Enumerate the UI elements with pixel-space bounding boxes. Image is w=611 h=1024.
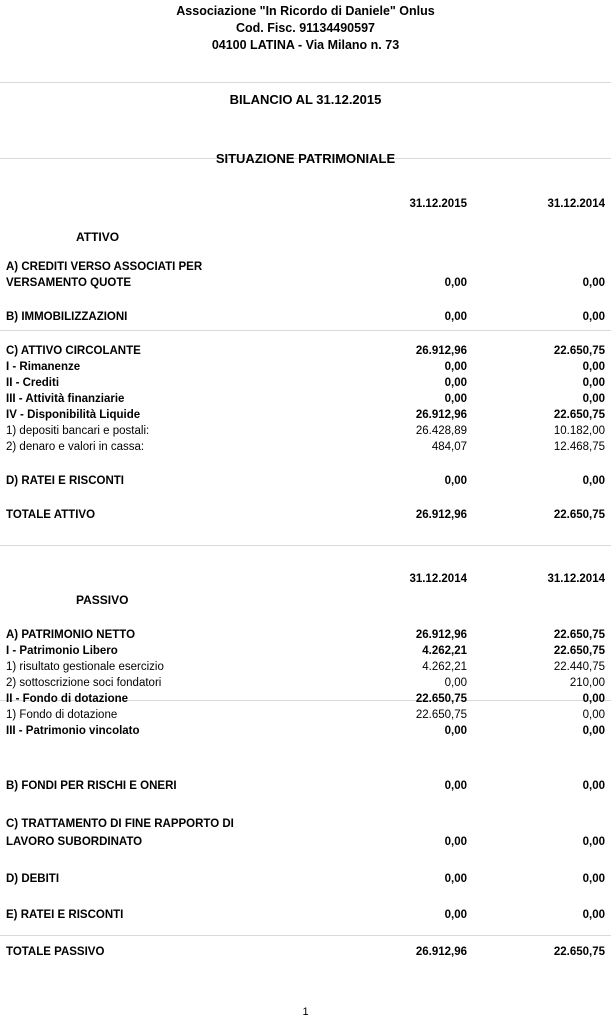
table-row xyxy=(0,677,611,693)
value-2014: 0,00 xyxy=(582,277,605,289)
value-2014: 10.182,00 xyxy=(553,425,605,437)
row-label: III - Attività finanziarie xyxy=(6,393,125,405)
value-2014: 22.650,75 xyxy=(553,509,605,521)
passivo-heading: PASSIVO xyxy=(76,593,129,607)
page-number: 1 xyxy=(302,1006,309,1018)
value-2015: 484,07 xyxy=(431,441,467,453)
row-label: A) CREDITI VERSO ASSOCIATI PER xyxy=(6,261,203,273)
ghost-line xyxy=(0,330,611,331)
value-col2: 22.650,75 xyxy=(553,946,605,958)
value-col2: 0,00 xyxy=(582,693,605,705)
table-row xyxy=(0,661,611,677)
table-row xyxy=(0,425,611,441)
value-col1: 0,00 xyxy=(444,677,467,689)
row-label: TOTALE ATTIVO xyxy=(6,509,96,521)
table-row xyxy=(0,946,611,962)
table-row xyxy=(0,361,611,377)
row-label: C) ATTIVO CIRCOLANTE xyxy=(6,345,141,357)
value-2014: 0,00 xyxy=(582,361,605,373)
table-row xyxy=(0,725,611,741)
row-label: 1) Fondo di dotazione xyxy=(6,709,118,721)
value-col2: 22.650,75 xyxy=(553,629,605,641)
row-label: B) IMMOBILIZZAZIONI xyxy=(6,311,128,323)
table-row xyxy=(0,409,611,425)
table-row xyxy=(0,345,611,361)
table-row xyxy=(0,629,611,645)
row-label: D) RATEI E RISCONTI xyxy=(6,475,124,487)
value-col2: 0,00 xyxy=(582,836,605,848)
value-col2: 0,00 xyxy=(582,709,605,721)
value-2014: 22.650,75 xyxy=(553,409,605,421)
value-col1: 0,00 xyxy=(444,873,467,885)
value-2015: 26.912,96 xyxy=(415,409,467,421)
value-2015: 0,00 xyxy=(444,277,467,289)
value-col2: 22.650,75 xyxy=(553,645,605,657)
value-col1: 0,00 xyxy=(444,836,467,848)
row-label: LAVORO SUBORDINATO xyxy=(6,836,143,848)
table-row xyxy=(0,709,611,725)
table-row xyxy=(0,836,611,852)
table-row xyxy=(0,261,611,277)
table-row xyxy=(0,818,611,834)
fiscal-code: Cod. Fisc. 91134490597 xyxy=(236,21,375,35)
row-label: II - Crediti xyxy=(6,377,60,389)
attivo-col1-header: 31.12.2015 xyxy=(409,198,467,210)
attivo-col2-header: 31.12.2014 xyxy=(547,198,605,210)
table-row xyxy=(0,780,611,796)
value-col2: 0,00 xyxy=(582,780,605,792)
value-2015: 0,00 xyxy=(444,393,467,405)
row-label: 2) sottoscrizione soci fondatori xyxy=(6,677,162,689)
table-row xyxy=(0,393,611,409)
table-row xyxy=(0,475,611,491)
value-2014: 0,00 xyxy=(582,311,605,323)
table-row xyxy=(0,873,611,889)
value-2014: 12.468,75 xyxy=(553,441,605,453)
table-row xyxy=(0,311,611,327)
value-col1: 4.262,21 xyxy=(422,661,467,673)
value-2015: 26.912,96 xyxy=(415,509,467,521)
row-label: A) PATRIMONIO NETTO xyxy=(6,629,136,641)
value-2015: 0,00 xyxy=(444,377,467,389)
org-name: Associazione "In Ricordo di Daniele" Onlus xyxy=(176,4,435,18)
row-label: IV - Disponibilità Liquide xyxy=(6,409,141,421)
table-row xyxy=(0,693,611,709)
value-2014: 0,00 xyxy=(582,475,605,487)
ghost-line xyxy=(0,545,611,546)
table-row xyxy=(0,909,611,925)
table-row xyxy=(0,277,611,293)
table-row xyxy=(0,441,611,457)
value-2015: 0,00 xyxy=(444,311,467,323)
value-2015: 26.912,96 xyxy=(415,345,467,357)
row-label: 2) denaro e valori in cassa: xyxy=(6,441,145,453)
value-2015: 0,00 xyxy=(444,475,467,487)
value-col1: 22.650,75 xyxy=(415,709,467,721)
row-label: B) FONDI PER RISCHI E ONERI xyxy=(6,780,177,792)
table-row xyxy=(0,645,611,661)
value-2015: 26.428,89 xyxy=(415,425,467,437)
value-col1: 0,00 xyxy=(444,909,467,921)
row-label: E) RATEI E RISCONTI xyxy=(6,909,124,921)
value-col2: 210,00 xyxy=(569,677,605,689)
row-label: I - Patrimonio Libero xyxy=(6,645,118,657)
passivo-col2-header: 31.12.2014 xyxy=(547,573,605,585)
table-row xyxy=(0,509,611,525)
value-col1: 26.912,96 xyxy=(415,946,467,958)
value-col2: 0,00 xyxy=(582,725,605,737)
value-col1: 0,00 xyxy=(444,725,467,737)
value-col2: 0,00 xyxy=(582,873,605,885)
row-label: I - Rimanenze xyxy=(6,361,81,373)
value-col1: 0,00 xyxy=(444,780,467,792)
row-label: C) TRATTAMENTO DI FINE RAPPORTO DI xyxy=(6,818,234,830)
value-col1: 22.650,75 xyxy=(415,693,467,705)
row-label: TOTALE PASSIVO xyxy=(6,946,105,958)
value-col1: 4.262,21 xyxy=(422,645,467,657)
value-2014: 22.650,75 xyxy=(553,345,605,357)
value-2014: 0,00 xyxy=(582,393,605,405)
row-label: III - Patrimonio vincolato xyxy=(6,725,140,737)
row-label: VERSAMENTO QUOTE xyxy=(6,277,132,289)
value-col2: 22.440,75 xyxy=(553,661,605,673)
section-title: SITUAZIONE PATRIMONIALE xyxy=(215,151,396,166)
ghost-line xyxy=(0,82,611,83)
org-address: 04100 LATINA - Via Milano n. 73 xyxy=(211,38,400,52)
row-label: II - Fondo di dotazione xyxy=(6,693,129,705)
value-2015: 0,00 xyxy=(444,361,467,373)
row-label: D) DEBITI xyxy=(6,873,60,885)
row-label: 1) depositi bancari e postali: xyxy=(6,425,150,437)
ghost-line xyxy=(0,935,611,936)
passivo-col1-header: 31.12.2014 xyxy=(409,573,467,585)
value-2014: 0,00 xyxy=(582,377,605,389)
row-label: 1) risultato gestionale esercizio xyxy=(6,661,164,673)
value-col2: 0,00 xyxy=(582,909,605,921)
value-col1: 26.912,96 xyxy=(415,629,467,641)
table-row xyxy=(0,377,611,393)
document-title: BILANCIO AL 31.12.2015 xyxy=(229,92,382,107)
attivo-heading: ATTIVO xyxy=(76,230,120,244)
